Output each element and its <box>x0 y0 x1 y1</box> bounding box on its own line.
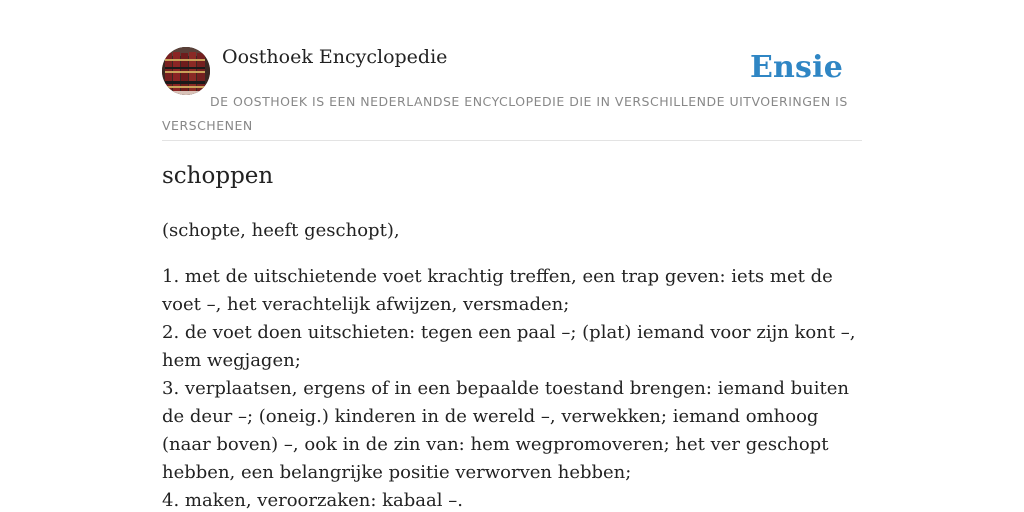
site-title[interactable]: Oosthoek Encyclopedie <box>222 46 448 68</box>
definition-item: 1. met de uitschietende voet krachtig treffen, een trap geven: iets met de voet –, het verachtelijk afwijzen, versmaden; <box>162 266 833 315</box>
entry-title: schoppen <box>162 163 274 189</box>
site-tagline: DE OOSTHOEK IS EEN NEDERLANDSE ENCYCLOPEDIE DIE IN VERSCHILLENDE UITVOERINGEN IS VERSCHENEN <box>162 94 848 133</box>
site-header <box>162 0 862 141</box>
brand-logo[interactable]: Ensie <box>749 50 843 85</box>
entry-grammar: (schopte, heeft geschopt), <box>162 220 400 241</box>
definition-item: 2. de voet doen uitschieten: tegen een paal –; (plat) iemand voor zijn kont –, hem wegjagen; <box>162 322 856 371</box>
books-logo-graphic <box>162 47 210 95</box>
definition-item: 4. maken, veroorzaken: kabaal –. <box>162 490 463 511</box>
entry-definitions <box>162 263 862 512</box>
page-container <box>162 0 862 511</box>
encyclopedia-books-icon[interactable] <box>162 47 210 95</box>
definition-item: 3. verplaatsen, ergens of in een bepaalde toestand brengen: iemand buiten de deur –; (oneig.) kinderen in de wereld –, verwekken; iemand omhoog (naar boven) –, ook in de zin van: hem wegpromoveren; het ver geschopt hebben, een belangrijke positie verworven hebben; <box>162 378 850 483</box>
